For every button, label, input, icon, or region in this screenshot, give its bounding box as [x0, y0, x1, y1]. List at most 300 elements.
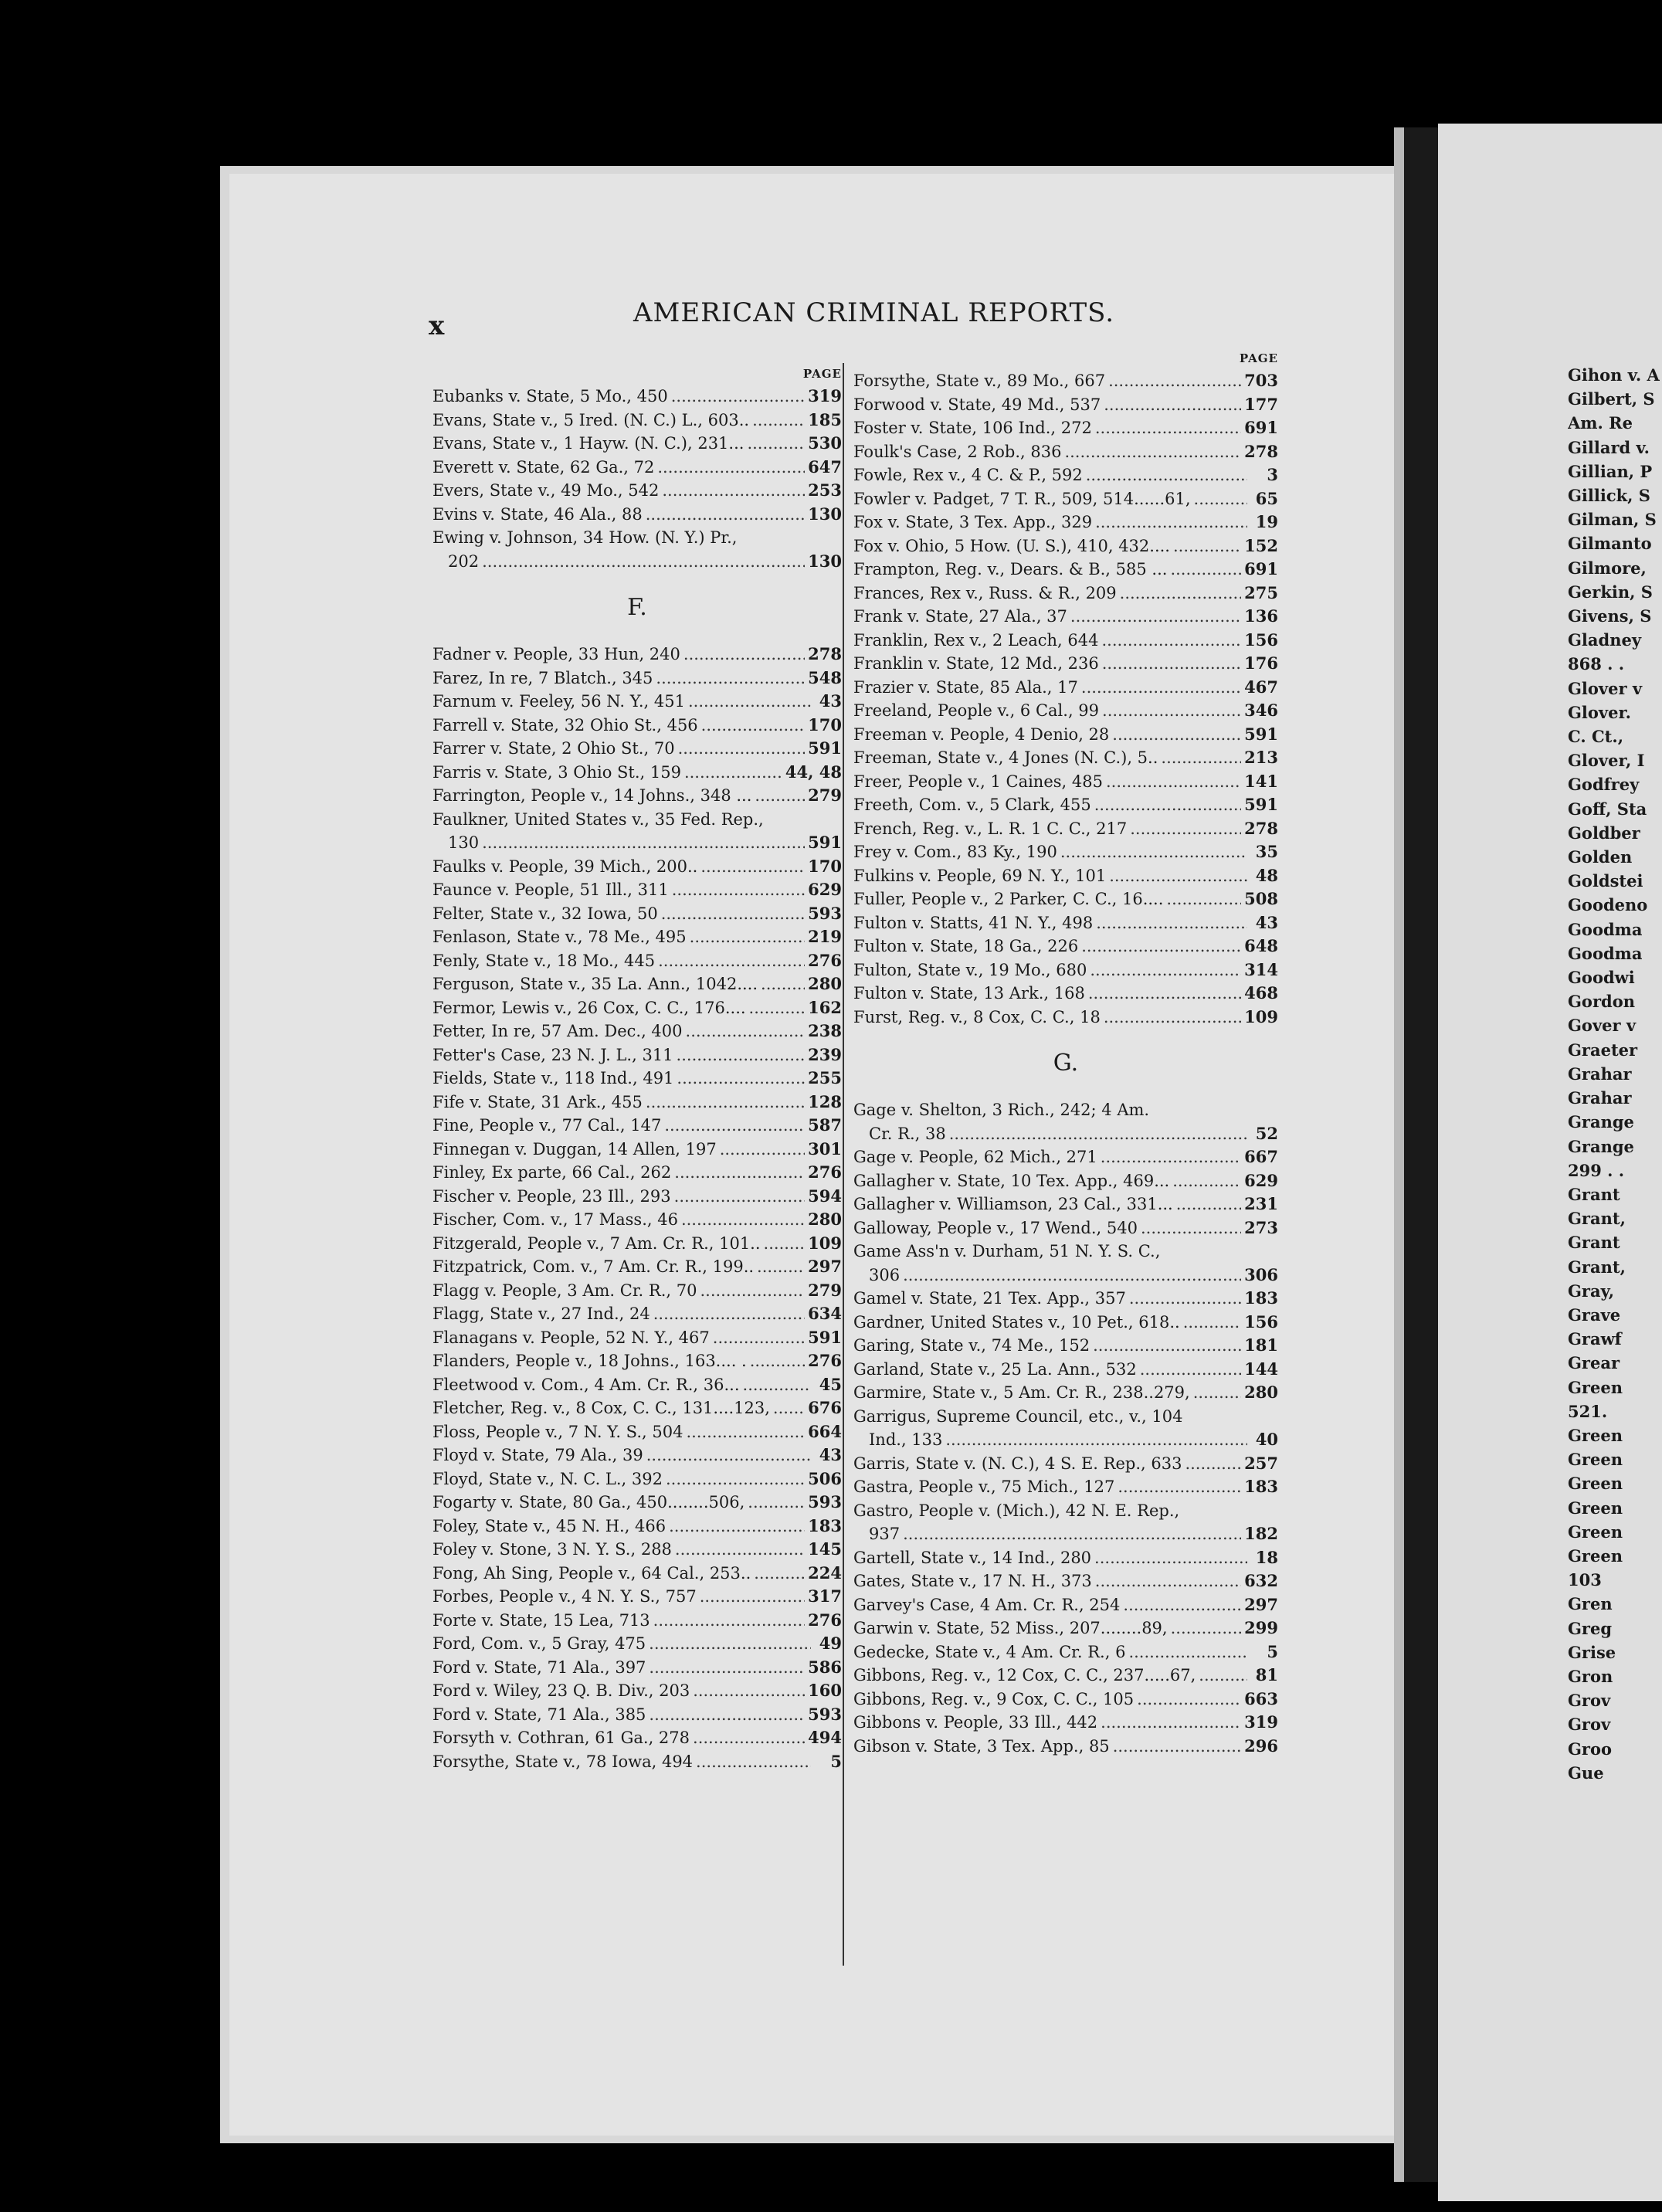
entry-text: Fischer, Com. v., 17 Mass., 46: [432, 1210, 678, 1229]
entry-page: 276: [808, 1610, 842, 1630]
right-page-fragment: Grov: [1568, 1715, 1611, 1735]
dot-leader: [1106, 770, 1241, 794]
entry-text: French, Reg. v., L. R. 1 C. C., 217: [853, 819, 1128, 838]
entry-page: 40: [1255, 1430, 1278, 1449]
dot-leader: [1088, 982, 1241, 1006]
index-entry: [853, 1664, 1278, 1688]
entry-text: Finley, Ex parte, 66 Cal., 262: [432, 1163, 672, 1182]
entry-text: Fulkins v. People, 69 N. Y., 101: [853, 866, 1107, 885]
index-entry: [853, 582, 1278, 606]
dot-leader: [1070, 605, 1241, 629]
dot-leader: [748, 1491, 805, 1515]
entry-page: 467: [1244, 677, 1278, 697]
index-entry: [432, 1255, 842, 1279]
index-entry: [853, 1617, 1278, 1640]
entry-page: 5: [830, 1751, 842, 1771]
index-entry: [432, 1750, 842, 1774]
entry-text: Ford, Com. v., 5 Gray, 475: [432, 1634, 646, 1653]
entry-page: 183: [1244, 1288, 1278, 1308]
entry-text: Ewing v. Johnson, 34 How. (N. Y.) Pr.,: [432, 528, 738, 547]
dot-leader: [764, 1232, 806, 1256]
entry-text: Frampton, Reg. v., Dears. & B., 585 ...: [853, 560, 1168, 578]
dot-leader: [1064, 440, 1241, 464]
right-page-fragment: Gilmanto: [1568, 534, 1652, 554]
entry-text: Franklin v. State, 12 Md., 236: [853, 654, 1099, 673]
entry-page: 691: [1244, 418, 1278, 437]
entry-text: Forsyth v. Cothran, 61 Ga., 278: [432, 1729, 690, 1747]
entry-page: 130: [808, 504, 842, 524]
entry-page: 548: [808, 667, 842, 687]
right-page-fragment: Gerkin, S: [1568, 582, 1653, 602]
dot-leader: [1101, 1711, 1241, 1735]
index-entry: [432, 1515, 842, 1539]
entry-text: Garmire, State v., 5 Am. Cr. R., 238..279,: [853, 1383, 1190, 1402]
entry-page: 591: [1244, 795, 1278, 814]
dot-leader: [646, 1444, 811, 1467]
entry-text: Gibbons, Reg. v., 12 Cox, C. C., 237.....67,: [853, 1666, 1196, 1684]
index-entry: [432, 1279, 842, 1303]
entry-text: Faunce v. People, 51 Ill., 311: [432, 880, 669, 899]
dot-leader: [949, 1122, 1247, 1146]
entries-e: [432, 385, 842, 573]
entry-page: 278: [1244, 441, 1278, 461]
index-entry: [853, 887, 1278, 911]
entry-page: 346: [1244, 701, 1278, 720]
dot-leader: [1096, 911, 1247, 935]
dot-leader: [700, 855, 805, 879]
entry-text: Furst, Reg. v., 8 Cox, C. C., 18: [853, 1007, 1101, 1026]
index-entry: [853, 840, 1278, 864]
spine-edge: [1394, 127, 1405, 2182]
entry-page: 276: [808, 1351, 842, 1370]
dot-leader: [1120, 582, 1242, 606]
entry-page: 279: [808, 785, 842, 805]
entry-text: Fletcher, Reg. v., 8 Cox, C. C., 131....123,: [432, 1399, 770, 1417]
entry-page: 43: [819, 1445, 842, 1464]
page-title: AMERICAN CRIMINAL REPORTS.: [633, 297, 1115, 328]
dot-leader: [1172, 1169, 1241, 1193]
dot-leader: [683, 643, 805, 667]
dot-leader: [684, 761, 782, 785]
entry-page: 647: [808, 456, 842, 477]
right-page-fragment: Grange: [1568, 1136, 1634, 1156]
entry-page: 177: [1244, 394, 1278, 414]
dot-leader: [686, 1420, 805, 1444]
right-page-fragment: Gordon: [1568, 992, 1635, 1012]
index-entry: [432, 503, 842, 527]
entry-text: Flagg v. People, 3 Am. Cr. R., 70: [432, 1281, 697, 1300]
entry-text: Farnum v. Feeley, 56 N. Y., 451: [432, 692, 685, 711]
entry-page: 141: [1244, 771, 1278, 791]
index-entry: [853, 1405, 1278, 1429]
index-entry: [853, 1311, 1278, 1335]
entry-text: Fuller, People v., 2 Parker, C. C., 16....: [853, 890, 1164, 908]
dot-leader: [1123, 1593, 1241, 1617]
entry-text: Gibson v. State, 3 Tex. App., 85: [853, 1736, 1110, 1756]
right-page-fragment: Gilmore,: [1568, 558, 1647, 578]
entry-text: Forbes, People v., 4 N. Y. S., 757: [432, 1587, 697, 1606]
entry-text: Fenlason, State v., 78 Me., 495: [432, 928, 687, 946]
dot-leader: [1199, 1664, 1247, 1688]
index-entry: [432, 902, 842, 926]
entry-page: 181: [1244, 1335, 1278, 1355]
index-entry: [853, 1193, 1278, 1216]
index-entry: [853, 935, 1278, 958]
entry-text: Faulkner, United States v., 35 Fed. Rep.,: [432, 809, 764, 829]
entry-page: 273: [1244, 1217, 1278, 1237]
dot-leader: [1095, 511, 1247, 534]
dot-leader: [1102, 652, 1241, 676]
right-page-fragment: Glover, I: [1568, 751, 1645, 771]
entry-text: Garland, State v., 25 La. Ann., 532: [853, 1359, 1137, 1379]
index-entry: [432, 1703, 842, 1727]
entry-page: 160: [808, 1681, 842, 1700]
entry-text: Frances, Rex v., Russ. & R., 209: [853, 583, 1117, 602]
dot-leader: [664, 1114, 805, 1138]
entry-page: 176: [1244, 653, 1278, 673]
entry-text: Game Ass'n v. Durham, 51 N. Y. S. C.,: [853, 1242, 1161, 1260]
entry-page: 629: [808, 880, 842, 899]
entry-text: Everett v. State, 62 Ga., 72: [432, 457, 655, 477]
index-entry: [853, 1216, 1278, 1240]
entry-text: Forsythe, State v., 78 Iowa, 494: [432, 1752, 694, 1771]
entry-page: 301: [808, 1138, 842, 1159]
entry-text: Fine, People v., 77 Cal., 147: [432, 1116, 662, 1135]
index-entry: [432, 1444, 842, 1467]
dot-leader: [1109, 864, 1247, 888]
entry-text: Gage v. Shelton, 3 Rich., 242; 4 Am.: [853, 1101, 1150, 1119]
entry-page: 306: [1244, 1264, 1278, 1284]
entry-page: 162: [808, 997, 842, 1017]
dot-leader: [686, 1019, 806, 1043]
entry-page: 314: [1244, 959, 1278, 979]
entry-page: 156: [1244, 629, 1278, 650]
entry-page: 224: [808, 1562, 842, 1583]
entry-text: Forwood v. State, 49 Md., 537: [853, 395, 1101, 414]
entry-page: 591: [1244, 724, 1278, 744]
dot-leader: [674, 1185, 806, 1209]
index-entry: [853, 817, 1278, 841]
right-page-fragment: Grov: [1568, 1691, 1611, 1711]
right-page-fragment: Glover v: [1568, 678, 1643, 698]
index-entry: [853, 534, 1278, 558]
entry-page: 319: [808, 386, 842, 405]
right-page-fragment: Gray,: [1568, 1281, 1615, 1301]
entry-text: Fischer v. People, 23 Ill., 293: [432, 1186, 671, 1206]
index-entry: [432, 1326, 842, 1350]
entry-page: 65: [1255, 488, 1278, 508]
entry-page: 19: [1255, 512, 1278, 531]
entry-page: 296: [1244, 1735, 1278, 1756]
dot-leader: [675, 1538, 805, 1562]
entry-page: 593: [808, 903, 842, 923]
right-page-fragment: Glover.: [1568, 702, 1631, 722]
index-entry: [853, 440, 1278, 464]
entry-page: 587: [808, 1115, 842, 1135]
dot-leader: [1194, 487, 1247, 511]
index-entry: [432, 1349, 842, 1373]
index-entry: [853, 982, 1278, 1006]
dot-leader: [688, 690, 811, 714]
right-page-fragment: Green: [1568, 1377, 1623, 1397]
entry-page: 279: [808, 1280, 842, 1300]
index-entry: [853, 1334, 1278, 1358]
entry-page: 185: [808, 409, 842, 429]
entry-page: 43: [1255, 912, 1278, 932]
entry-text: Garwin v. State, 52 Miss., 207........89,: [853, 1619, 1168, 1637]
index-entry: [432, 972, 842, 996]
dot-leader: [1094, 793, 1241, 817]
right-page-fragment: C. Ct.,: [1568, 727, 1624, 747]
dot-leader: [678, 737, 806, 761]
index-entry: [853, 1569, 1278, 1593]
entry-text: 130: [448, 833, 480, 852]
entry-text: Foley, State v., 45 N. H., 466: [432, 1516, 666, 1535]
dot-leader: [1113, 1735, 1241, 1759]
index-entry: [432, 855, 842, 879]
dot-leader: [1193, 1381, 1241, 1405]
entry-page: 81: [1255, 1665, 1278, 1684]
index-entry: [853, 511, 1278, 534]
index-entry: [853, 1169, 1278, 1193]
index-entry: [432, 1609, 842, 1633]
index-entry: [432, 1420, 842, 1444]
entry-page: 156: [1244, 1311, 1278, 1332]
dot-leader: [1129, 1287, 1241, 1311]
dot-leader: [482, 831, 805, 855]
entry-text: Gartell, State v., 14 Ind., 280: [853, 1548, 1092, 1567]
right-page-fragment: Givens, S: [1568, 606, 1652, 626]
entry-page: 128: [808, 1091, 842, 1111]
entry-text: Ferguson, State v., 35 La. Ann., 1042....: [432, 975, 758, 993]
entry-page: 45: [819, 1374, 842, 1394]
entry-text: Fowler v. Padget, 7 T. R., 509, 514......61,: [853, 489, 1191, 508]
index-entry: [432, 432, 842, 456]
right-page-fragment: Goldstei: [1568, 871, 1643, 891]
entry-text: Gibbons v. People, 33 Ill., 442: [853, 1713, 1098, 1732]
entry-text: Floyd, State v., N. C. L., 392: [432, 1469, 663, 1488]
dot-leader: [1166, 887, 1241, 911]
dot-leader: [700, 1585, 805, 1609]
index-entry: [432, 690, 842, 714]
index-entry: [853, 1593, 1278, 1617]
entry-page: 276: [808, 1162, 842, 1182]
dot-leader: [903, 1522, 1241, 1546]
index-entry: [853, 1264, 1278, 1288]
entry-text: Evans, State v., 5 Ired. (N. C.) L., 603..: [432, 410, 750, 429]
right-page-fragment: Gillick, S: [1568, 486, 1650, 506]
middle-column: [853, 348, 1278, 1758]
index-entry: [432, 667, 842, 690]
right-page-fragment: Gover v: [1568, 1016, 1637, 1036]
dot-leader: [754, 1562, 805, 1586]
entry-text: Fife v. State, 31 Ark., 455: [432, 1092, 643, 1111]
index-entry: [853, 558, 1278, 582]
dot-leader: [903, 1264, 1241, 1288]
index-entry: [853, 1452, 1278, 1476]
entry-text: Evins v. State, 46 Ala., 88: [432, 504, 643, 524]
index-entry: [432, 1396, 842, 1420]
right-page-fragment: Golden: [1568, 847, 1633, 867]
right-page-fragment: Goodma: [1568, 943, 1643, 963]
entry-page: 703: [1244, 371, 1278, 390]
section-heading-f: F.: [627, 594, 647, 621]
entry-page: 593: [808, 1492, 842, 1511]
index-entry: [853, 1735, 1278, 1759]
index-entry: [432, 1185, 842, 1209]
dot-leader: [1183, 1311, 1241, 1335]
entry-page: 109: [1244, 1006, 1278, 1026]
index-entry: [853, 1287, 1278, 1311]
dot-leader: [657, 456, 805, 480]
index-entry: [432, 1538, 842, 1562]
dot-leader: [752, 409, 805, 433]
entry-text: Gardner, United States v., 10 Pet., 618..: [853, 1312, 1180, 1332]
right-page-fragment: Grahar: [1568, 1088, 1632, 1108]
entry-page: 299: [1244, 1618, 1278, 1637]
index-entry: [853, 1145, 1278, 1169]
entry-text: Farrington, People v., 14 Johns., 348 ...: [432, 786, 752, 805]
entry-text: Franklin, Rex v., 2 Leach, 644: [853, 630, 1099, 650]
right-page-fragment: Grant: [1568, 1233, 1620, 1253]
index-entry: [853, 652, 1278, 676]
index-entry: [432, 1585, 842, 1609]
entry-page: 591: [808, 738, 842, 758]
dot-leader: [701, 714, 805, 738]
entry-page: 297: [808, 1257, 842, 1276]
index-entry: [853, 1240, 1278, 1264]
entry-page: 43: [819, 691, 842, 711]
entry-page: 664: [808, 1421, 842, 1441]
entry-text: Fox v. State, 3 Tex. App., 329: [853, 513, 1093, 531]
entry-page: 170: [808, 714, 842, 735]
entry-text: Gedecke, State v., 4 Am. Cr. R., 6: [853, 1642, 1126, 1661]
entry-text: Freer, People v., 1 Caines, 485: [853, 772, 1103, 791]
entry-text: Farrer v. State, 2 Ohio St., 70: [432, 739, 675, 758]
entry-text: Floyd v. State, 79 Ala., 39: [432, 1446, 643, 1464]
entry-page: 109: [808, 1233, 842, 1253]
entry-text: Fogarty v. State, 80 Ga., 450........506,: [432, 1493, 745, 1511]
entry-text: Freeland, People v., 6 Cal., 99: [853, 701, 1100, 720]
entry-text: Foster v. State, 106 Ind., 272: [853, 419, 1092, 437]
entry-page: 49: [819, 1634, 842, 1653]
entry-page: 275: [1244, 582, 1278, 602]
entry-text: Gates, State v., 17 N. H., 373: [853, 1572, 1092, 1590]
entry-text: Fulton, State v., 19 Mo., 680: [853, 960, 1087, 979]
entry-page: 182: [1244, 1524, 1278, 1543]
dot-leader: [1095, 1569, 1241, 1593]
dot-leader: [1108, 369, 1241, 393]
entry-text: Freeman v. People, 4 Denio, 28: [853, 724, 1110, 744]
dot-leader: [662, 479, 805, 503]
dot-leader: [755, 784, 805, 808]
right-page-fragment: Goodeno: [1568, 895, 1648, 915]
index-entry: [853, 1522, 1278, 1546]
right-page-fragment: Grange: [1568, 1112, 1634, 1132]
entry-text: Fenly, State v., 18 Mo., 445: [432, 951, 656, 970]
dot-leader: [1173, 534, 1241, 558]
index-entry: [432, 1043, 842, 1067]
index-entry: [853, 1122, 1278, 1146]
entry-page: 508: [1244, 889, 1278, 908]
entry-page: 667: [1244, 1147, 1278, 1166]
index-entry: [853, 1098, 1278, 1122]
right-page-fragment: 299 . .: [1568, 1160, 1625, 1180]
entry-page: 280: [808, 1209, 842, 1229]
dot-leader: [1090, 958, 1241, 982]
entry-page: 506: [808, 1468, 842, 1488]
right-page-fragment: Goodwi: [1568, 968, 1635, 988]
right-page-fragment: Gren: [1568, 1594, 1613, 1614]
index-entry: [853, 793, 1278, 817]
dot-leader: [1140, 1358, 1241, 1382]
dot-leader: [1137, 1688, 1241, 1712]
dot-leader: [773, 1396, 805, 1420]
entry-page: 183: [808, 1515, 842, 1535]
dot-leader: [1102, 629, 1242, 653]
right-page-fragment: Grave: [1568, 1304, 1621, 1325]
entry-page: 130: [808, 551, 842, 571]
entry-text: Flagg, State v., 27 Ind., 24: [432, 1304, 650, 1323]
entry-text: Fadner v. People, 33 Hun, 240: [432, 645, 680, 663]
dot-leader: [1185, 1452, 1241, 1476]
index-entry: [432, 1491, 842, 1515]
dot-leader: [681, 1208, 805, 1232]
entry-text: Cr. R., 38: [869, 1124, 946, 1143]
section-heading-g: G.: [1053, 1050, 1079, 1077]
dot-leader: [669, 1515, 805, 1539]
index-entry: [853, 1358, 1278, 1382]
right-page-fragment: Grahar: [1568, 1064, 1632, 1084]
dot-leader: [690, 925, 806, 949]
index-entry: [432, 1679, 842, 1703]
entry-text: Fulton v. Statts, 41 N. Y., 498: [853, 913, 1094, 932]
entry-page: 494: [808, 1728, 842, 1747]
dot-leader: [649, 1703, 805, 1727]
index-entry: [853, 629, 1278, 653]
dot-leader: [677, 1067, 805, 1091]
dot-leader: [1060, 840, 1247, 864]
entry-page: 676: [808, 1398, 842, 1417]
right-page-fragment: Green: [1568, 1522, 1623, 1542]
entry-page: 634: [808, 1304, 842, 1323]
entry-page: 594: [808, 1186, 842, 1206]
entry-text: Eubanks v. State, 5 Mo., 450: [432, 387, 668, 405]
index-entry: [432, 409, 842, 433]
entry-text: Forte v. State, 15 Lea, 713: [432, 1610, 650, 1630]
entry-text: Evers, State v., 49 Mo., 542: [432, 481, 660, 500]
index-entry: [853, 463, 1278, 487]
right-page-fragment: Grear: [1568, 1353, 1620, 1373]
right-page-fragment: Godfrey: [1568, 775, 1640, 795]
entries-f-continued: [853, 369, 1278, 1029]
entry-text: Fox v. Ohio, 5 How. (U. S.), 410, 432....: [853, 536, 1170, 555]
index-entry: [432, 1562, 842, 1586]
dot-leader: [761, 972, 805, 996]
dot-leader: [666, 1467, 805, 1491]
index-entry: [432, 526, 842, 550]
right-page-fragment: Gillard v.: [1568, 437, 1650, 457]
right-page-fragment: Gladney: [1568, 630, 1642, 650]
entry-page: 213: [1244, 748, 1278, 767]
entry-page: 44, 48: [785, 762, 842, 782]
index-entry: [432, 878, 842, 902]
dot-leader: [1081, 935, 1241, 958]
index-entry: [853, 1381, 1278, 1405]
book-spine: [1404, 127, 1438, 2182]
entry-page: 591: [808, 1327, 842, 1347]
entry-text: Frazier v. State, 85 Ala., 17: [853, 677, 1078, 697]
